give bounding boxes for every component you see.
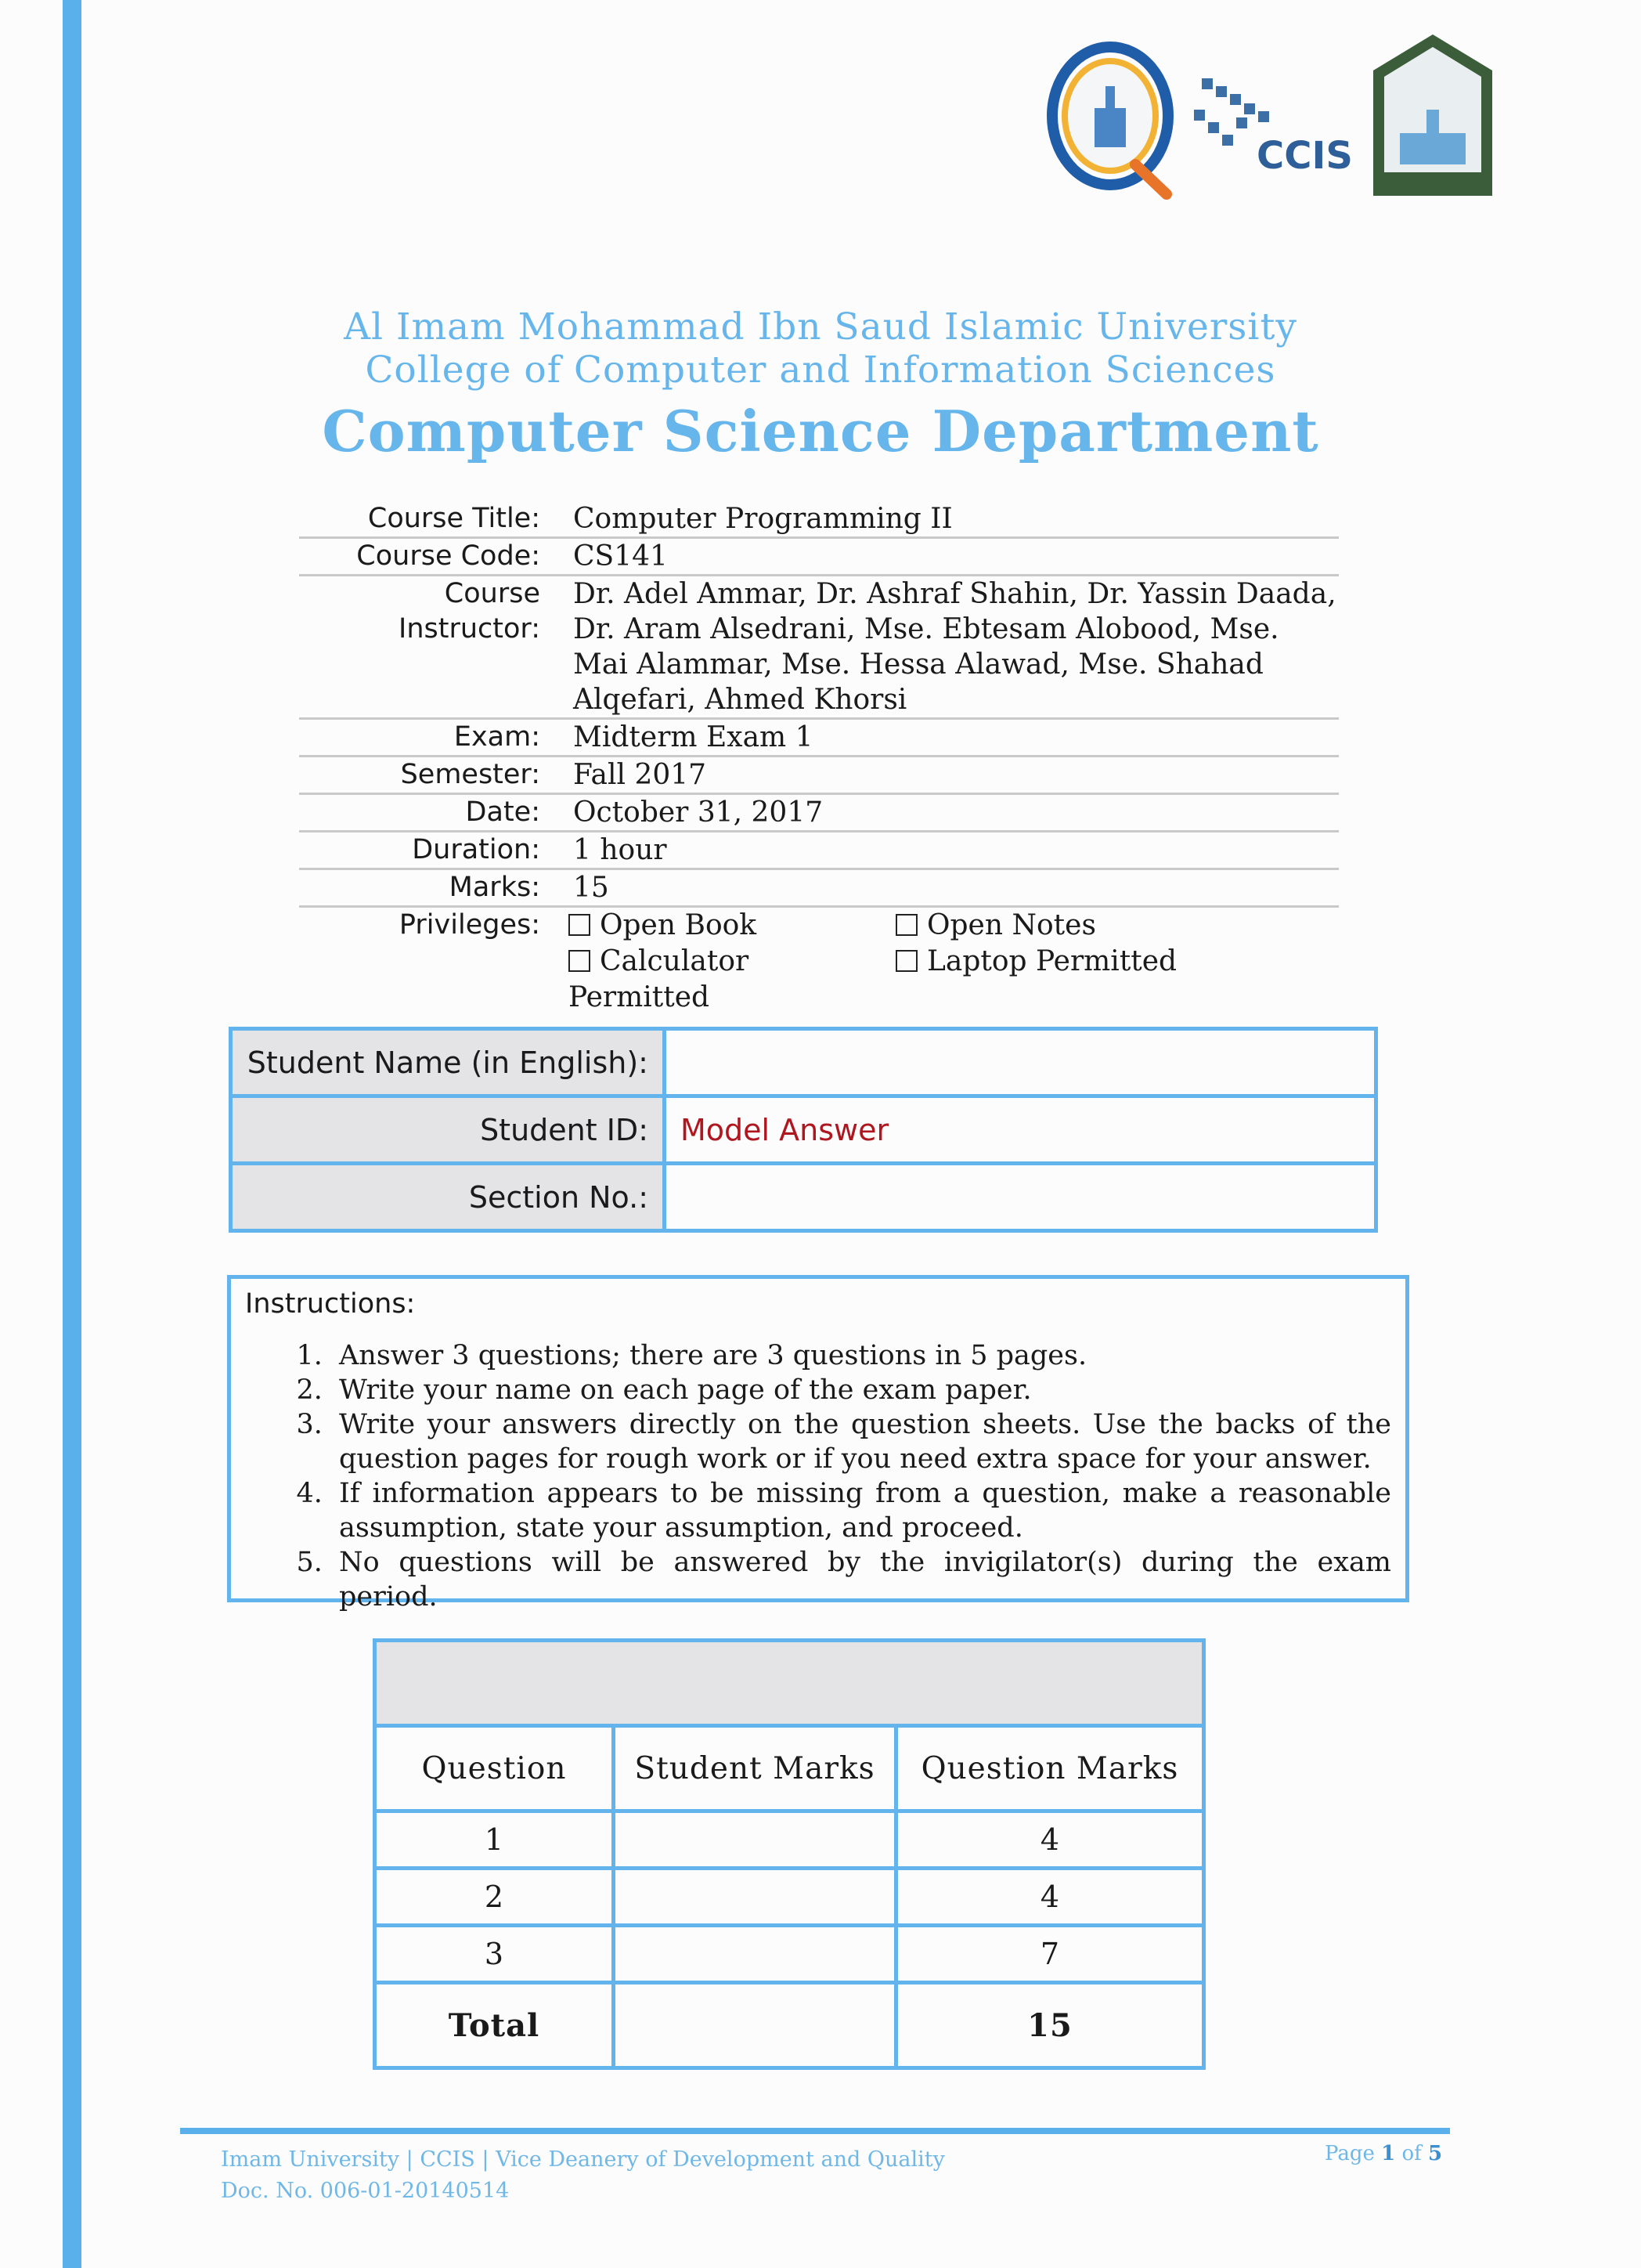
page-prefix: Page <box>1325 2142 1375 2165</box>
semester-label: Semester: <box>400 759 540 790</box>
course-code-value: CS141 <box>573 540 668 572</box>
marks-table <box>373 1638 1206 2070</box>
marks-row <box>299 870 1339 908</box>
instruction-item: 2. Write your name on each page of the exam paper. <box>331 1373 1391 1407</box>
privilege-label: Laptop Permitted <box>927 945 1178 977</box>
footer-line-2: Doc. No. 006-01-20140514 <box>221 2179 510 2203</box>
page-total: 5 <box>1428 2142 1443 2165</box>
course-instructor-row <box>299 576 1339 720</box>
instruction-item: 3. Write your answers directly on the question sheets. Use the backs of the question pages for rough work or if you need extra space for your answer. <box>331 1407 1391 1476</box>
question-marks-cell: 4 <box>896 1869 1204 1926</box>
quality-logo <box>1049 39 1178 200</box>
logo-group <box>1049 31 1495 204</box>
checkbox-laptop[interactable] <box>896 950 918 972</box>
checkbox-calculator[interactable] <box>568 950 590 972</box>
student-name-label: Student Name (in English): <box>231 1029 665 1096</box>
question-number: 1 <box>375 1811 614 1869</box>
header-student-marks: Student Marks <box>614 1726 896 1811</box>
course-title-value: Computer Programming II <box>573 503 953 535</box>
question-number: 2 <box>375 1869 614 1926</box>
table-row <box>375 1811 1204 1869</box>
instruction-item: 1. Answer 3 questions; there are 3 questions in 5 pages. <box>331 1338 1391 1373</box>
department-title: Computer Science Department <box>322 398 1319 464</box>
student-id-field[interactable]: Model Answer <box>665 1096 1376 1164</box>
privilege-open-book[interactable] <box>568 908 896 944</box>
privilege-label: Open Notes <box>927 909 1096 941</box>
marks-table-band <box>375 1641 1204 1726</box>
university-crest <box>1370 31 1495 200</box>
table-row <box>375 1926 1204 1983</box>
question-marks-cell: 4 <box>896 1811 1204 1869</box>
question-number: 3 <box>375 1926 614 1983</box>
privilege-label: Open Book <box>600 909 757 941</box>
student-id-row <box>231 1096 1376 1164</box>
checkbox-open-book[interactable] <box>568 914 590 936</box>
ccis-logo-text: CCIS <box>1257 134 1353 178</box>
checkbox-open-notes[interactable] <box>896 914 918 936</box>
date-label: Date: <box>465 796 540 828</box>
duration-label: Duration: <box>412 834 540 865</box>
footer-info <box>221 2144 945 2207</box>
header-question-marks: Question Marks <box>896 1726 1204 1811</box>
table-row <box>375 1869 1204 1926</box>
total-label: Total <box>375 1983 614 2068</box>
section-row <box>231 1164 1376 1231</box>
semester-row <box>299 757 1339 795</box>
student-name-row <box>231 1029 1376 1096</box>
total-row <box>375 1983 1204 2068</box>
marks-header-row <box>375 1726 1204 1811</box>
duration-value: 1 hour <box>573 834 667 866</box>
ccis-logo <box>1186 63 1353 180</box>
course-code-label: Course Code: <box>356 540 540 572</box>
duration-row <box>299 832 1339 870</box>
marks-value: 15 <box>573 872 609 904</box>
exam-label: Exam: <box>453 721 540 753</box>
privilege-calculator[interactable] <box>568 944 896 1016</box>
instruction-item: 4. If information appears to be missing from a question, make a reasonable assumption, state your assumption, and proceed. <box>331 1476 1391 1545</box>
semester-value: Fall 2017 <box>573 759 707 791</box>
course-info <box>299 501 1339 1016</box>
page-current: 1 <box>1381 2142 1396 2165</box>
course-instructor-label: Course Instructor: <box>399 578 540 645</box>
privilege-open-notes[interactable] <box>896 908 1209 944</box>
footer-line-1: Imam University | CCIS | Vice Deanery of Development and Quality <box>221 2147 945 2172</box>
footer-divider <box>180 2128 1450 2134</box>
privileges-options <box>557 908 1209 1016</box>
college-title: College of Computer and Information Sciences <box>365 349 1276 392</box>
marks-label: Marks: <box>449 872 540 903</box>
date-row <box>299 795 1339 832</box>
course-title-label: Course Title: <box>367 503 540 534</box>
instructions-list <box>245 1338 1391 1614</box>
instructions-title: Instructions: <box>245 1288 416 1320</box>
total-student-marks[interactable] <box>614 1983 896 2068</box>
page-number <box>1325 2142 1442 2165</box>
privileges-label: Privileges: <box>399 909 540 941</box>
section-label: Section No.: <box>231 1164 665 1231</box>
course-instructor-value: Dr. Adel Ammar, Dr. Ashraf Shahin, Dr. Yassin Daada, Dr. Aram Alsedrani, Mse. Ebtesam Alobood, Mse. Mai Alammar, Mse. Hessa Alawad, Mse. Shahad Alqefari, Ahmed Khorsi <box>573 578 1336 716</box>
question-marks-cell: 7 <box>896 1926 1204 1983</box>
date-value: October 31, 2017 <box>573 796 824 829</box>
total-question-marks: 15 <box>896 1983 1204 2068</box>
header-question: Question <box>375 1726 614 1811</box>
student-name-field[interactable] <box>665 1029 1376 1096</box>
student-marks-cell[interactable] <box>614 1869 896 1926</box>
privileges-row <box>299 908 1339 1016</box>
privilege-label: Calculator Permitted <box>568 945 749 1013</box>
instruction-item: 5. No questions will be answered by the invigilator(s) during the exam period. <box>331 1545 1391 1614</box>
exam-row <box>299 720 1339 757</box>
instructions-box <box>227 1275 1409 1613</box>
university-title: Al Imam Mohammad Ibn Saud Islamic University <box>344 305 1297 349</box>
page-of: of <box>1401 2142 1422 2165</box>
student-id-label: Student ID: <box>231 1096 665 1164</box>
student-marks-cell[interactable] <box>614 1811 896 1869</box>
exam-value: Midterm Exam 1 <box>573 721 813 753</box>
privilege-laptop[interactable] <box>896 944 1209 1016</box>
course-code-row <box>299 539 1339 576</box>
student-info-table <box>229 1027 1378 1233</box>
section-field[interactable] <box>665 1164 1376 1231</box>
course-title-row <box>299 501 1339 539</box>
student-marks-cell[interactable] <box>614 1926 896 1983</box>
